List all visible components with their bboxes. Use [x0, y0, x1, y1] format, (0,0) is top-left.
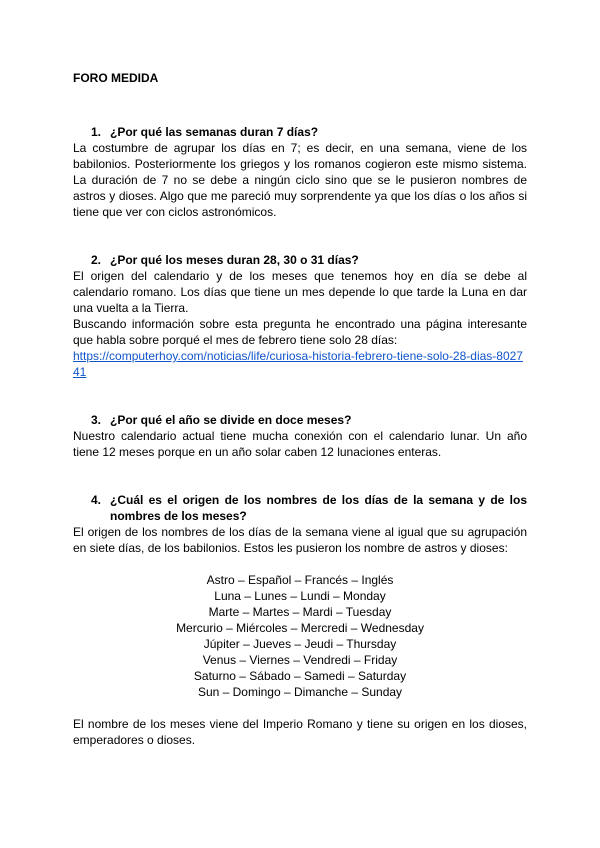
question-2-number: 2.: [91, 253, 102, 267]
question-4-text: ¿Cuál es el origen de los nombres de los días de la semana y de los nombres de los meses?: [110, 493, 527, 523]
answer-2-paragraph-2: Buscando información sobre esta pregunta he encontrado una página interesante que habla sobre porqué el mes de febrero tiene solo 28 días:: [73, 317, 527, 347]
day-names-row-wednesday: Mercurio – Miércoles – Mercredi – Wednesday: [176, 621, 424, 635]
day-names-list: [73, 572, 527, 700]
answer-3-paragraph: Nuestro calendario actual tiene mucha conexión con el calendario lunar. Un año tiene 12 meses porque en un año solar caben 12 lunaciones enteras.: [73, 429, 527, 459]
section-3: [73, 412, 527, 460]
document-title: FORO MEDIDA: [73, 71, 159, 85]
closing-paragraph: El nombre de los meses viene del Imperio Romano y tiene su origen en los dioses, emperadores o dioses.: [73, 717, 527, 747]
question-3-heading: [73, 412, 527, 428]
day-names-row-friday: Venus – Viernes – Vendredi – Friday: [202, 653, 398, 667]
section-1: [73, 124, 527, 220]
day-names-header-row: Astro – Español – Francés – Inglés: [206, 573, 394, 587]
question-2-heading: [73, 252, 527, 268]
question-3-text: ¿Por qué el año se divide en doce meses?: [110, 413, 352, 427]
section-2: [73, 252, 527, 380]
day-names-row-monday: Luna – Lunes – Lundi – Monday: [214, 589, 386, 603]
answer-4-paragraph: El origen de los nombres de los días de la semana viene al igual que su agrupación en siete días, de los babilonios. Estos les pusieron los nombre de astros y dioses:: [73, 525, 527, 555]
question-3-number: 3.: [91, 413, 102, 427]
febrero-article-link[interactable]: https://computerhoy.com/noticias/life/curiosa-historia-febrero-tiene-solo-28-dias-802741: [73, 349, 523, 379]
day-names-row-sunday: Sun – Domingo – Dimanche – Sunday: [197, 685, 403, 699]
day-names-row-thursday: Júpiter – Jueves – Jeudi – Thursday: [203, 637, 397, 651]
day-names-row-saturday: Saturno – Sábado – Samedi – Saturday: [193, 669, 407, 683]
day-names-row-tuesday: Marte – Martes – Mardi – Tuesday: [208, 605, 392, 619]
question-4-heading: [73, 492, 527, 524]
question-4-number: 4.: [91, 493, 102, 507]
question-1-number: 1.: [91, 125, 102, 139]
section-4: [73, 492, 527, 748]
answer-2-paragraph-1: El origen del calendario y de los meses que tenemos hoy en día se debe al calendario romano. Los días que tiene un mes depende lo que tarde la Luna en dar una vuelta a la Tierra.: [73, 269, 527, 315]
question-2-text: ¿Por qué los meses duran 28, 30 o 31 días?: [110, 253, 359, 267]
answer-1-paragraph: La costumbre de agrupar los días en 7; es decir, en una semana, viene de los babilonios. Posteriormente los griegos y los romanos cogieron este mismo sistema. La duración de 7 no se debe a ningún ciclo sino que se le pusieron nombres de astros y dioses. Algo que me pareció muy sorprendente ya que los días o los años si tiene que ver con ciclos astronómicos.: [73, 141, 527, 219]
question-1-text: ¿Por qué las semanas duran 7 días?: [110, 125, 319, 139]
question-1-heading: [73, 124, 527, 140]
